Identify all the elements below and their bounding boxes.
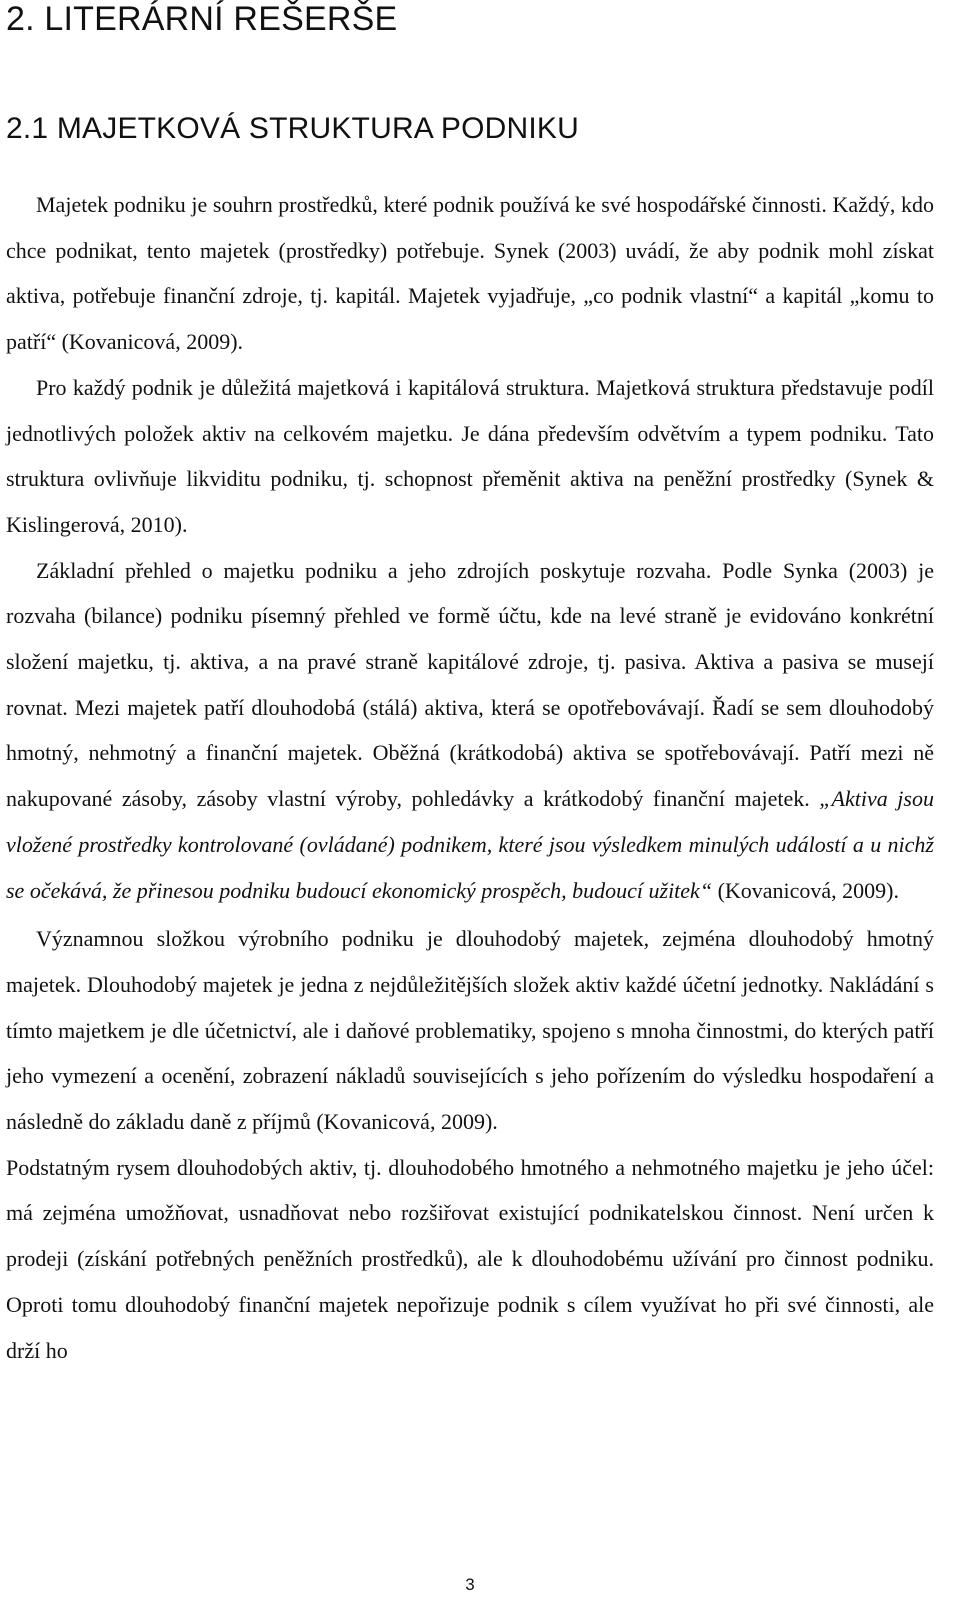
paragraph-2: Pro každý podnik je důležitá majetková i kapitálová struktura. Majetková struktura představuje podíl jednotlivých položek aktiv na celkovém majetku. Je dána především odvětvím a typem podniku. Tato struktura ovlivňuje likviditu podniku, tj. schopnost přeměnit aktiva na peněžní prostředky (Synek & Kislingerová, 2010). [6, 374, 934, 537]
paragraph-5: Podstatným rysem dlouhodobých aktiv, tj. dlouhodobého hmotného a nehmotného majetku je jeho účel: má zejména umožňovat, usnadňovat nebo rozšiřovat existující podnikatelskou činnost. Není určen k prodeji (získání potřebných peněžních prostředků), ale k dlouhodobému užívání pro činnost podniku. Oproti tomu dlouhodobý finanční majetek nepořizuje podnik s cílem využívat ho při své činnosti, ale drží ho [6, 1154, 934, 1363]
aktiva-definition-quote: „Aktiva jsou vložené prostředky kontrolované (ovládané) podnikem, které jsou výsledkem minulých událostí a u nichž se očekává, že přinesou podniku budoucí ekonomický prospěch, budoucí užitek“ [6, 786, 934, 903]
chapter-heading: 2. LITERÁRNÍ REŠERŠE [6, 0, 398, 38]
page-number: 3 [465, 1575, 475, 1594]
paragraph-4: Významnou složkou výrobního podniku je dlouhodobý majetek, zejména dlouhodobý hmotný majetek. Dlouhodobý majetek je jedna z nejdůležitějších složek aktiv každé účetní jednotky. Nakládání s tímto majetkem je dle účetnictví, ale i daňové problematiky, spojeno s mnoha činnostmi, do kterých patří jeho vymezení a ocenění, zobrazení nákladů souvisejících s jeho pořízením do výsledku hospodaření a následně do základu daně z příjmů (Kovanicová, 2009). [6, 926, 934, 1135]
section-heading: 2.1 MAJETKOVÁ STRUKTURA PODNIKU [6, 112, 579, 145]
paragraph-3 [6, 548, 934, 914]
quote-citation: (Kovanicová, 2009). [712, 877, 900, 903]
paragraph-1: Majetek podniku je souhrn prostředků, které podnik používá ke své hospodářské činnosti. Každý, kdo chce podnikat, tento majetek (prostředky) potřebuje. Synek (2003) uvádí, že aby podnik mohl získat aktiva, potřebuje finanční zdroje, tj. kapitál. Majetek vyjadřuje, „co podnik vlastní“ a kapitál „komu to patří“ (Kovanicová, 2009). [6, 192, 934, 355]
paragraph-3-text: Základní přehled o majetku podniku a jeho zdrojích poskytuje rozvaha. Podle Synka (2003) je rozvaha (bilance) podniku písemný přehled ve formě účtu, kde na levé straně je evidováno konkrétní složení majetku, tj. aktiva, a na pravé straně kapitálové zdroje, tj. pasiva. Aktiva a pasiva se musejí rovnat. Mezi majetek patří dlouhodobá (stálá) aktiva, která se opotřebovávají. Řadí se sem dlouhodobý hmotný, nehmotný a finanční majetek. Oběžná (krátkodobá) aktiva se spotřebovávají. Patří mezi ně nakupované zásoby, zásoby vlastní výroby, pohledávky a krátkodobý finanční majetek. [6, 557, 934, 812]
body-text [6, 182, 934, 1373]
